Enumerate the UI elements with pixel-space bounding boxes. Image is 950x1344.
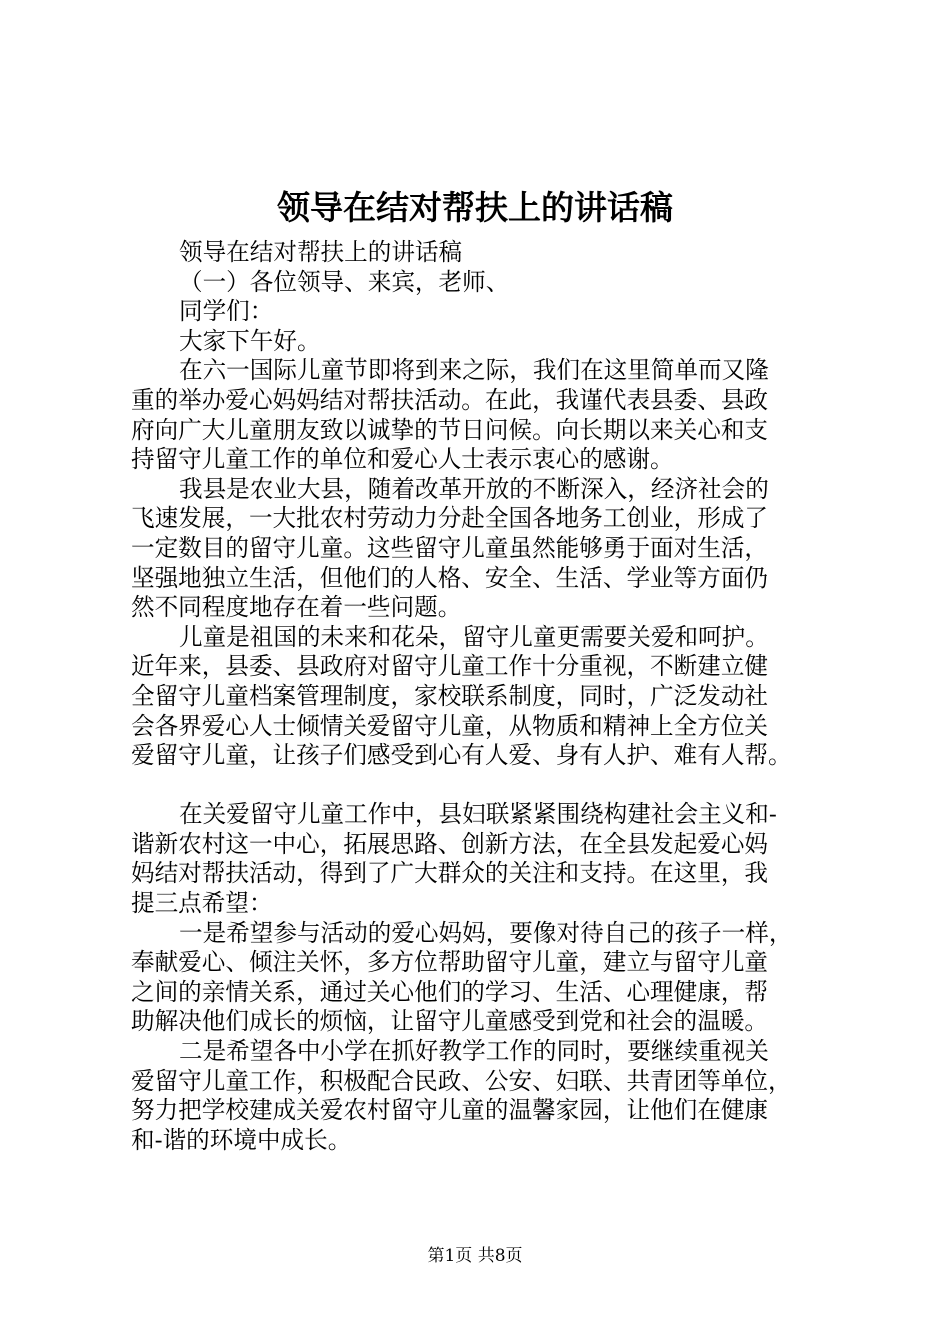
text-line: 奉献爱心、倾注关怀，多方位帮助留守儿童，建立与留守儿童 [131, 948, 769, 977]
document-body [131, 238, 831, 1155]
text-line: 助解决他们成长的烦恼，让留守儿童感受到党和社会的温暖。 [131, 1007, 769, 1036]
text-line: 同学们： [179, 297, 274, 326]
text-line: 提三点希望： [131, 889, 273, 918]
text-line: 爱留守儿童，让孩子们感受到心有人爱、身有人护、难有人帮。 [131, 741, 792, 770]
text-line: 全留守儿童档案管理制度，家校联系制度，同时，广泛发动社 [131, 681, 769, 710]
text-line: 大家下午好。 [179, 326, 321, 355]
text-line: 飞速发展，一大批农村劳动力分赴全国各地务工创业，形成了 [131, 504, 769, 533]
text-line: 一是希望参与活动的爱心妈妈，要像对待自己的孩子一样， [179, 918, 793, 947]
text-line: 努力把学校建成关爱农村留守儿童的温馨家园，让他们在健康 [131, 1096, 769, 1125]
page-footer: 第1页 共8页 [427, 1246, 523, 1266]
text-line: 爱留守儿童工作，积极配合民政、公安、妇联、共青团等单位， [131, 1066, 792, 1095]
text-line: 和-谐的环境中成长。 [131, 1125, 352, 1154]
text-line: 领导在结对帮扶上的讲话稿 [179, 238, 463, 266]
text-line: 妈结对帮扶活动，得到了广大群众的关注和支持。在这里，我 [131, 859, 769, 888]
text-line: 儿童是祖国的未来和花朵，留守儿童更需要关爱和呵护。 [179, 622, 769, 651]
text-line: 二是希望各中小学在抓好教学工作的同时，要继续重视关 [179, 1037, 769, 1066]
text-line: 近年来，县委、县政府对留守儿童工作十分重视，不断建立健 [131, 652, 769, 681]
text-line: （一）各位领导、来宾，老师、 [179, 267, 510, 296]
text-line: 重的举办爱心妈妈结对帮扶活动。在此，我谨代表县委、县政 [131, 385, 769, 414]
text-line: 之间的亲情关系，通过关心他们的学习、生活、心理健康，帮 [131, 977, 769, 1006]
text-line: 然不同程度地存在着一些问题。 [131, 593, 462, 622]
document-title: 领导在结对帮扶上的讲话稿 [277, 188, 673, 227]
text-line: 一定数目的留守儿童。这些留守儿童虽然能够勇于面对生活， [131, 533, 769, 562]
text-line: 谐新农村这一中心，拓展思路、创新方法，在全县发起爱心妈 [131, 829, 769, 858]
text-line: 府向广大儿童朋友致以诚挚的节日问候。向长期以来关心和支 [131, 415, 769, 444]
text-line: 在六一国际儿童节即将到来之际，我们在这里简单而又隆 [179, 356, 769, 385]
blank-line [131, 771, 831, 801]
text-line: 会各界爱心人士倾情关爱留守儿童，从物质和精神上全方位关 [131, 711, 769, 740]
text-line: 持留守儿童工作的单位和爱心人士表示衷心的感谢。 [131, 445, 674, 474]
text-line: 坚强地独立生活，但他们的人格、安全、生活、学业等方面仍 [131, 563, 769, 592]
text-line: 我县是农业大县，随着改革开放的不断深入，经济社会的 [179, 474, 769, 503]
text-line: 在关爱留守儿童工作中，县妇联紧紧围绕构建社会主义和- [179, 800, 777, 829]
